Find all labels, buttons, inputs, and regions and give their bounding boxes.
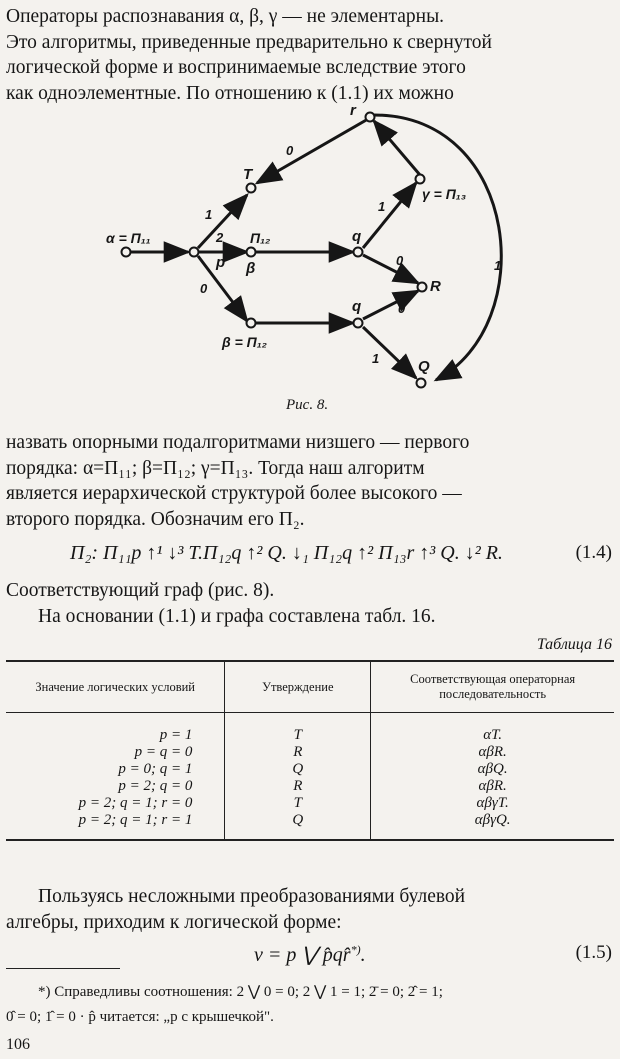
label-T: T bbox=[243, 166, 253, 183]
label-beta-top: β bbox=[246, 260, 256, 277]
table-cell: p = 2; q = 0 bbox=[118, 778, 193, 794]
graph-figure bbox=[100, 95, 520, 395]
text-line: Соответствующий граф (рис. 8). bbox=[6, 580, 275, 601]
node-T bbox=[247, 184, 256, 193]
text-line: логической форме и воспринимаемые вследствие этого bbox=[6, 57, 466, 78]
table-row bbox=[6, 812, 614, 840]
footnote-line: 0̂ = 0; 1̂ = 0 · p̂ читается: „p с крышечкой". bbox=[6, 1009, 274, 1025]
edge-label-1: 1 bbox=[372, 351, 380, 366]
formula-period: . bbox=[360, 944, 366, 966]
column-header: Утверждение bbox=[225, 661, 371, 713]
table-cell: R bbox=[225, 744, 371, 761]
label-r: r bbox=[350, 102, 356, 119]
graph-diagram bbox=[100, 95, 520, 395]
label-p: p bbox=[216, 254, 226, 271]
formula-number: (1.5) bbox=[575, 942, 612, 963]
paragraph-graph-ref bbox=[6, 578, 614, 629]
label-Q: Q bbox=[418, 358, 430, 375]
text-line: Операторы распознавания α, β, γ — не элементарны. bbox=[6, 6, 445, 27]
text-line: Это алгоритмы, приведенные предварительно к свернутой bbox=[6, 31, 492, 53]
footnote-line: *) Справедливы соотношения: 2 ⋁ 0 = 0; 2 ⋁ 1 = 1; 2̄ = 0; 2̂ = 1; bbox=[38, 984, 443, 1000]
edge-q2-Q bbox=[363, 327, 416, 378]
table-cell: Q bbox=[225, 812, 371, 840]
formula-1-5 bbox=[254, 942, 366, 967]
label-q-top: q bbox=[352, 228, 362, 245]
node-q2 bbox=[354, 319, 363, 328]
edge-label-2: 2 bbox=[216, 230, 224, 245]
label-R: R bbox=[430, 278, 441, 295]
text-line: как одноэлементные. По отношению к (1.1) их можно bbox=[6, 82, 454, 104]
text-line: Пользуясь несложными преобразованиями булевой bbox=[38, 886, 466, 907]
table-header-row bbox=[6, 661, 614, 713]
table-title: Таблица 16 bbox=[536, 636, 612, 653]
table-16 bbox=[6, 660, 614, 841]
node-Q bbox=[417, 379, 426, 388]
text-line: второго порядка. Обозначим его П₂. bbox=[6, 508, 305, 530]
edge-label-1: 1 bbox=[494, 258, 502, 273]
table-cell: αβQ. bbox=[371, 761, 614, 778]
edge-label-1: 1 bbox=[378, 199, 386, 214]
table-row bbox=[6, 761, 614, 778]
column-header: Соответствующая операторная последовательность bbox=[371, 661, 614, 713]
table-row bbox=[6, 778, 614, 795]
table-cell: αβR. bbox=[371, 744, 614, 761]
formula-body: v = p ⋁ p̂qr̂ bbox=[254, 944, 351, 966]
edge-label-0: 0 bbox=[398, 301, 406, 316]
table-cell: R bbox=[225, 778, 371, 795]
edge-q2-R bbox=[363, 291, 418, 319]
text-line: является иерархической структурой более высокого — bbox=[6, 483, 462, 504]
table-cell: p = 0; q = 1 bbox=[118, 761, 193, 777]
footnote-divider bbox=[6, 968, 120, 969]
table-cell: T bbox=[225, 795, 371, 812]
edge-label-1: 1 bbox=[205, 207, 213, 222]
edge-label-0: 0 bbox=[286, 143, 294, 158]
edge-r-T bbox=[257, 119, 368, 183]
node-gamma bbox=[416, 175, 425, 184]
table-cell: αβγQ. bbox=[371, 812, 614, 840]
edge-arc-r-Q bbox=[374, 115, 501, 380]
label-q-bottom: q bbox=[352, 298, 362, 315]
label-beta-bottom: β = П₁₂ bbox=[222, 334, 267, 350]
table-row bbox=[6, 795, 614, 812]
table-cell: αβγT. bbox=[371, 795, 614, 812]
table-row bbox=[6, 744, 614, 761]
node-beta2 bbox=[247, 319, 256, 328]
table-cell: αβR. bbox=[371, 778, 614, 795]
label-alpha: α = П₁₁ bbox=[106, 230, 151, 246]
table-cell: p = 1 bbox=[159, 727, 193, 743]
label-p12: П₁₂ bbox=[250, 230, 271, 246]
node-alpha bbox=[122, 248, 131, 257]
paragraph-definitions bbox=[6, 430, 614, 532]
edge-q-gamma bbox=[363, 183, 416, 248]
text-line: алгебры, приходим к логической форме: bbox=[6, 911, 342, 933]
column-header: Значение логических условий bbox=[6, 661, 225, 713]
edge-q-R bbox=[363, 255, 418, 283]
footnote-marker: *) bbox=[350, 942, 361, 957]
figure-caption: Рис. 8. bbox=[286, 397, 329, 413]
formula-1-4: П₂: П₁₁p ↑¹ ↓³ T.П₁₂q ↑² Q. ↓₁ П₁₂q ↑² П₁₃r ↑³ Q. ↓² R. bbox=[70, 542, 503, 564]
node-beta bbox=[247, 248, 256, 257]
table-cell: p = 2; q = 1; r = 0 bbox=[78, 795, 193, 811]
table-cell: p = q = 0 bbox=[134, 744, 193, 760]
text-line: На основании (1.1) и графа составлена табл. 16. bbox=[38, 605, 436, 627]
table-cell: p = 2; q = 1; r = 1 bbox=[78, 812, 193, 828]
node-r bbox=[366, 113, 375, 122]
table-row bbox=[6, 713, 614, 745]
text-line: порядка: α=П₁₁; β=П₁₂; γ=П₁₃. Тогда наш алгоритм bbox=[6, 457, 425, 479]
text-line: назвать опорными подалгоритмами низшего — первого bbox=[6, 432, 470, 453]
node-q bbox=[354, 248, 363, 257]
node-p bbox=[190, 248, 199, 257]
node-R bbox=[418, 283, 427, 292]
label-gamma: γ = П₁₃ bbox=[422, 186, 467, 202]
paragraph-boolean bbox=[6, 884, 614, 935]
paragraph-intro bbox=[6, 4, 614, 106]
formula-number: (1.4) bbox=[575, 542, 612, 563]
table-cell: αT. bbox=[371, 713, 614, 745]
edge-gamma-r bbox=[374, 121, 420, 175]
edge-label-0: 0 bbox=[200, 281, 208, 296]
edge-label-0: 0 bbox=[396, 253, 404, 268]
page-number: 106 bbox=[6, 1036, 30, 1053]
table-cell: Q bbox=[225, 761, 371, 778]
table-cell: T bbox=[225, 713, 371, 745]
